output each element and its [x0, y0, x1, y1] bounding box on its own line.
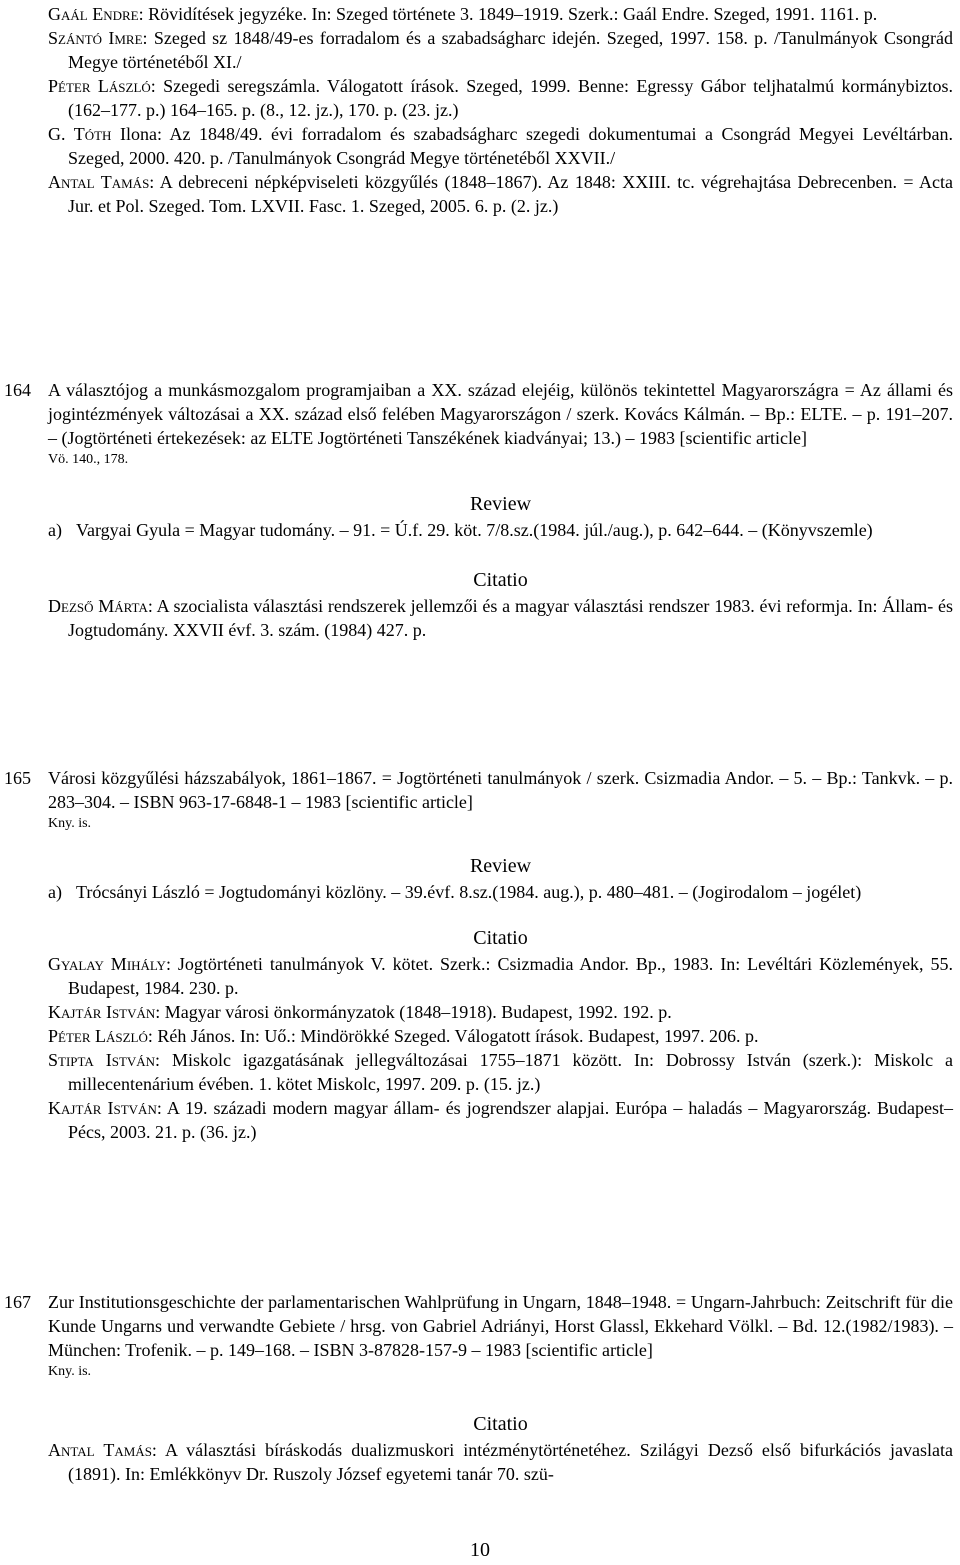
citation-text: Ilona: Az 1848/49. évi forradalom és szabadságharc szegedi dokumentumai a Csongrád Megyei Levéltárban. Szeged, 2000. 420. p. /Tanulmányok Csongrád Megye történetéből XXVII./ — [68, 124, 954, 168]
bibliography-entry-165 — [4, 766, 954, 1144]
citation-author: Péter László: — [48, 1026, 153, 1046]
citation-author: G. Tóth — [48, 124, 112, 144]
citation — [48, 26, 953, 74]
citation-text: A debreceni népképviseleti közgyűlés (1848–1867). Az 1848: XXIII. tc. végrehajtása Debrecenben. = Acta Jur. et Pol. Szeged. Tom. LXVII. Fasc. 1. Szeged, 2005. 6. p. (2. jz.) — [68, 172, 953, 216]
citation-text: Szeged sz 1848/49-es forradalom és a szabadságharc idején. Szeged, 1997. 158. p. /Tanulmányok Csongrád Megye történetéből XI./ — [68, 28, 953, 72]
citation — [48, 74, 953, 122]
citation — [48, 1438, 953, 1486]
citation — [48, 1048, 953, 1096]
entry-note: Kny. is. — [48, 816, 92, 831]
citation-author: Szántó Imre: — [48, 28, 148, 48]
citation-text: A szocialista választási rendszerek jellemzői és a magyar választási rendszer 1983. évi reformja. In: Állam- és Jogtudomány. XXVII évf. 3. szám. (1984) 427. p. — [68, 596, 954, 640]
citation-text: Rövidítések jegyzéke. In: Szeged története 3. 1849–1919. Szerk.: Gaál Endre. Szeged, 1991. 1161. p. — [148, 4, 878, 24]
citation-author: Péter László: — [48, 76, 156, 96]
review-heading: Review — [469, 855, 532, 877]
entry-note: Vö. 140., 178. — [48, 452, 129, 467]
bibliography-entry-164 — [4, 378, 954, 642]
citation-author: Antal Tamás: — [48, 1440, 157, 1460]
entry-text: A választójog a munkásmozgalom programjaiban a XX. század elejéig, különös tekintettel Magyarországra = Az állami és jogintézmények változásai a XX. század első felében Magyarországon / szerk. Kovács Kálmán. – Bp.: ELTE. – p. 191–207. – (Jogtörténeti értekezések: az ELTE Jogtörténeti Tanszékének kiadványai; 13.) – 1983 [scientific article] — [48, 380, 953, 448]
citation-author: Gaál Endre: — [48, 4, 144, 24]
citation — [48, 122, 953, 170]
citation-text: A választási bíráskodás dualizmuskori intézménytörténetéhez. Szilágyi Dezső első bifurkációs javaslata (1891). In: Emlékkönyv Dr. Ruszoly József egyetemi tanár 70. szü- — [68, 1440, 953, 1484]
citation — [48, 170, 953, 218]
top-citations — [48, 2, 953, 218]
entry-number: 164 — [4, 380, 31, 400]
review-text: Trócsányi László = Jogtudományi közlöny. – 39.évf. 8.sz.(1984. aug.), p. 480–481. – (Jogirodalom – jogélet) — [76, 882, 862, 902]
citation — [48, 1096, 953, 1144]
entry-text: Zur Institutionsgeschichte der parlamentarischen Wahlprüfung in Ungarn, 1848–1948. = Ungarn-Jahrbuch: Zeitschrift für die Kunde Ungarns und verwandte Gebiete / hrsg. von Gabriel Adriányi, Horst Glassl, Ekkehard Völkl. – Bd. 12.(1982/1983). – München: Trofenik. – p. 149–168. – ISBN 3-87828-157-9 – 1983 [scientific article] — [48, 1292, 953, 1360]
citation-text: Miskolc igazgatásának jellegváltozásai 1755–1871 között. In: Dobrossy István (szerk.): Miskolc a millecentenárium évében. 1. kötet Miskolc, 1997. 209. p. (15. jz.) — [68, 1050, 954, 1094]
citation-text: A 19. századi modern magyar állam- és jogrendszer alapjai. Európa – haladás – Magyarország. Budapest–Pécs, 2003. 21. p. (36. jz.) — [68, 1098, 953, 1142]
entry-text: Városi közgyűlési házszabályok, 1861–1867. = Jogtörténeti tanulmányok / szerk. Csizmadia Andor. – 5. – Bp.: Tankvk. – p. 283–304. – ISBN 963-17-6848-1 – 1983 [scientific article] — [48, 768, 953, 812]
review-item — [48, 880, 953, 904]
citation — [48, 2, 953, 26]
entry-note: Kny. is. — [48, 1364, 92, 1379]
bibliography-entry-167 — [4, 1290, 953, 1486]
citation-author: Kajtár István: — [48, 1098, 162, 1118]
citatio-heading: Citatio — [473, 569, 528, 591]
citation — [48, 1000, 953, 1024]
citation — [48, 952, 953, 1000]
citation-text: Réh János. In: Uő.: Mindörökké Szeged. Válogatott írások. Budapest, 1997. 206. p. — [157, 1026, 759, 1046]
entry-number: 165 — [4, 768, 31, 788]
review-label: a) — [48, 882, 62, 902]
citation-author: Antal Tamás: — [48, 172, 155, 192]
citation — [48, 1024, 953, 1048]
review-heading: Review — [469, 493, 532, 515]
citation-text: Magyar városi önkormányzatok (1848–1918). Budapest, 1992. 192. p. — [164, 1002, 672, 1022]
review-label: a) — [48, 520, 62, 540]
citation-text: Szegedi seregszámla. Válogatott írások. Szeged, 1999. Benne: Egressy Gábor teljhatalmú kormánybiztos. (162–177. p.) 164–165. p. (8., 12. jz.), 170. p. (23. jz.) — [68, 76, 954, 120]
review-text: Vargyai Gyula = Magyar tudomány. – 91. = Ú.f. 29. köt. 7/8.sz.(1984. júl./aug.), p. 642–644. – (Könyvszemle) — [76, 520, 873, 540]
citation-author: Dezső Márta: — [48, 596, 153, 616]
citation-author: Gyalay Mihály: — [48, 954, 171, 974]
citatio-heading: Citatio — [473, 1413, 528, 1435]
review-item — [48, 518, 953, 542]
entry-number: 167 — [4, 1292, 31, 1312]
citation-author: Kajtár István: — [48, 1002, 161, 1022]
citation — [48, 594, 953, 642]
page-number: 10 — [470, 1539, 490, 1561]
citatio-heading: Citatio — [473, 927, 528, 949]
citation-text: Jogtörténeti tanulmányok V. kötet. Szerk.: Csizmadia Andor. Bp., 1983. In: Levéltári Közlemények, 55. Budapest, 1984. 230. p. — [68, 954, 954, 998]
citation-author: Stipta István: — [48, 1050, 161, 1070]
